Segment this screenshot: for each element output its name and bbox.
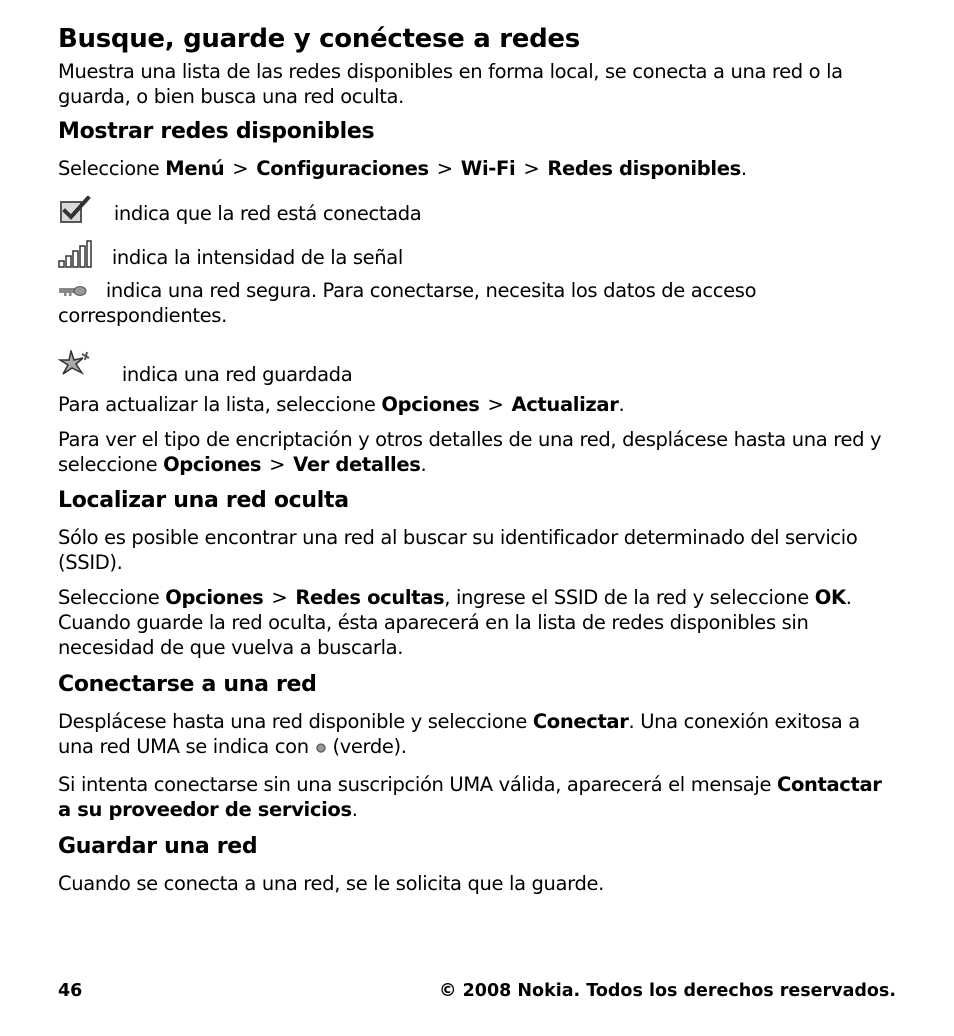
icon-saved-row: indica una red guardada bbox=[58, 350, 898, 387]
heading-save: Guardar una red bbox=[58, 834, 258, 859]
heading-hidden-network: Localizar una red oculta bbox=[58, 488, 349, 513]
save-paragraph: Cuando se conecta a una red, se le solicita que la guarde. bbox=[58, 872, 605, 895]
path-settings: Configuraciones bbox=[256, 157, 429, 180]
uma-connected-icon bbox=[315, 742, 327, 754]
signal-strength-icon bbox=[58, 240, 92, 268]
key-icon bbox=[58, 284, 88, 298]
path-available-networks: Redes disponibles bbox=[547, 157, 741, 180]
connect-warning-paragraph: Si intenta conectarse sin una suscripción UMA válida, aparecerá el mensaje Contactar a su proveedor de servicios. bbox=[58, 773, 882, 821]
details-paragraph: Para ver el tipo de encriptación y otros detalles de una red, desplácese hasta una red y seleccione Opciones > Ver detalles. bbox=[58, 428, 882, 476]
icon-connected-row: indica que la red está conectada bbox=[58, 196, 898, 226]
page-title: Busque, guarde y conéctese a redes bbox=[58, 24, 580, 54]
path-menu: Menú bbox=[165, 157, 225, 180]
hidden-network-text: Sólo es posible encontrar una red al buscar su identificador determinado del servicio (SSID). bbox=[58, 526, 858, 574]
hidden-network-steps: Seleccione Opciones > Redes ocultas, ingrese el SSID de la red y seleccione OK. Cuando guarde la red oculta, ésta aparecerá en la lista de redes disponibles sin necesidad de que vuelva a buscarla. bbox=[58, 586, 852, 659]
intro-paragraph: Muestra una lista de las redes disponibles en forma local, se conecta a una red o la guarda, o bien busca una red oculta. bbox=[58, 60, 843, 108]
path-wifi: Wi-Fi bbox=[460, 157, 516, 180]
saved-star-icon bbox=[58, 350, 92, 384]
heading-connect: Conectarse a una red bbox=[58, 672, 317, 697]
connect-paragraph: Desplácese hasta una red disponible y seleccione Conectar. Una conexión exitosa a una red UMA se indica con (verde). bbox=[58, 710, 860, 758]
icon-signal-row: indica la intensidad de la señal bbox=[58, 240, 898, 270]
copyright-notice: © 2008 Nokia. Todos los derechos reservados. bbox=[439, 981, 896, 1001]
page-number: 46 bbox=[58, 981, 83, 1001]
refresh-paragraph: Para actualizar la lista, seleccione Opciones > Actualizar. bbox=[58, 393, 625, 416]
heading-show-networks: Mostrar redes disponibles bbox=[58, 119, 375, 144]
icon-secure-row: indica una red segura. Para conectarse, necesita los datos de acceso correspondientes. bbox=[58, 279, 757, 327]
menu-path-paragraph: Seleccione Menú > Configuraciones > Wi-Fi > Redes disponibles. bbox=[58, 157, 747, 180]
checkbox-checked-icon bbox=[58, 196, 92, 226]
